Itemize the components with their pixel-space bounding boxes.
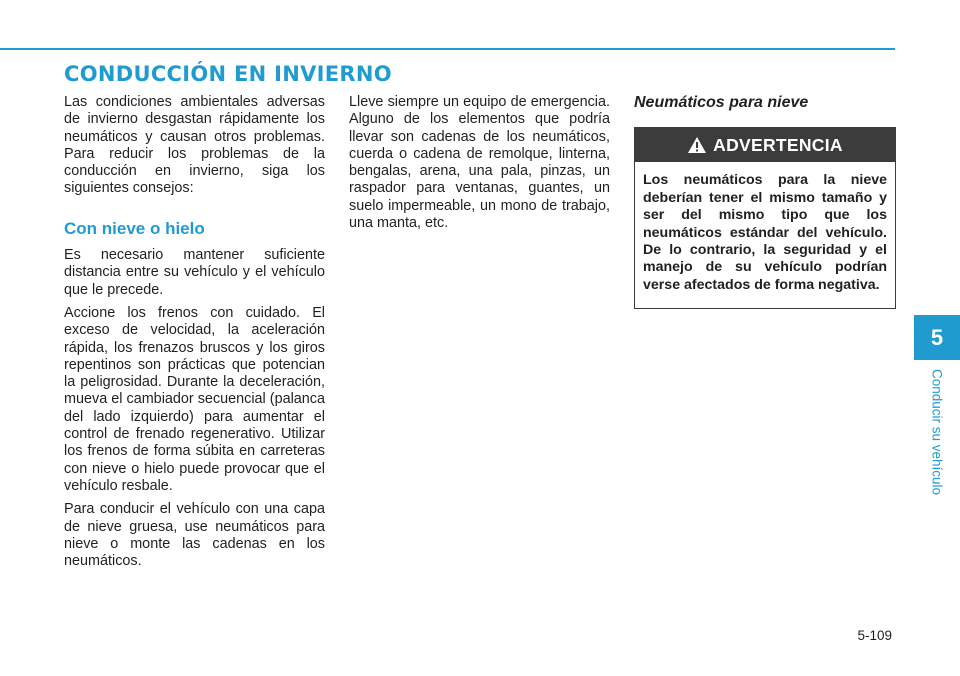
paragraph-snow-tires: Para conducir el vehículo con una capa de nieve gruesa, use neumáticos para nieve o monte las cadenas en los neumáticos. — [64, 501, 325, 570]
paragraph-emergency-kit: Lleve siempre un equipo de emergencia. Alguno de los elementos que podría llevar son cadenas de los neumáticos, cuerda o cadena de remolque, linterna, bengalas, arena, una pala, pinzas, un raspador para ventanas, guantes, un suelo impermeable, un mono de trabajo, una manta, etc. — [349, 94, 610, 232]
subheading-snow-ice: Con nieve o hielo — [64, 218, 205, 238]
intro-paragraph: Las condiciones ambientales adversas de invierno desgastan rápidamente los neumáticos y causan otros problemas. Para reducir los problemas de la conducción en invierno, siga los siguientes consejos: — [64, 94, 325, 197]
page-number: 5-109 — [857, 628, 892, 643]
chapter-label: Conducir su vehículo — [929, 368, 945, 496]
warning-header — [635, 128, 895, 162]
column-3 — [634, 94, 896, 309]
warning-text: Los neumáticos para la nieve deberían tener el mismo tamaño y ser del mismo tipo que los neumáticos estándar del vehículo. De lo contrario, la seguridad y el manejo de su vehículo podrían verse afectados de forma negativa. — [643, 172, 887, 293]
paragraph-braking: Accione los frenos con cuidado. El exceso de velocidad, la aceleración rápida, los frenazos bruscos y los giros repentinos son prácticas que potencian la peligrosidad. Durante la deceleración, mueva el cambiador secuencial (palanca del lado izquierdo) para aumentar el control de frenado regenerativo. Utilizar los frenos de forma súbita en carreteras con nieve o hielo puede provocar que el vehículo resbale. — [64, 304, 325, 494]
column-2 — [349, 94, 610, 238]
column-1 — [64, 94, 325, 576]
warning-title: ADVERTENCIA — [713, 134, 843, 155]
warning-triangle-icon — [687, 136, 707, 154]
header-rule — [0, 48, 895, 50]
subheading-snow-tires: Neumáticos para nieve — [634, 94, 809, 111]
paragraph-distance: Es necesario mantener suficiente distancia entre su vehículo y el vehículo que le precede. — [64, 247, 325, 298]
chapter-tab: 5 — [914, 315, 960, 360]
section-title: CONDUCCIÓN EN INVIERNO — [64, 62, 392, 86]
warning-box — [634, 127, 896, 309]
